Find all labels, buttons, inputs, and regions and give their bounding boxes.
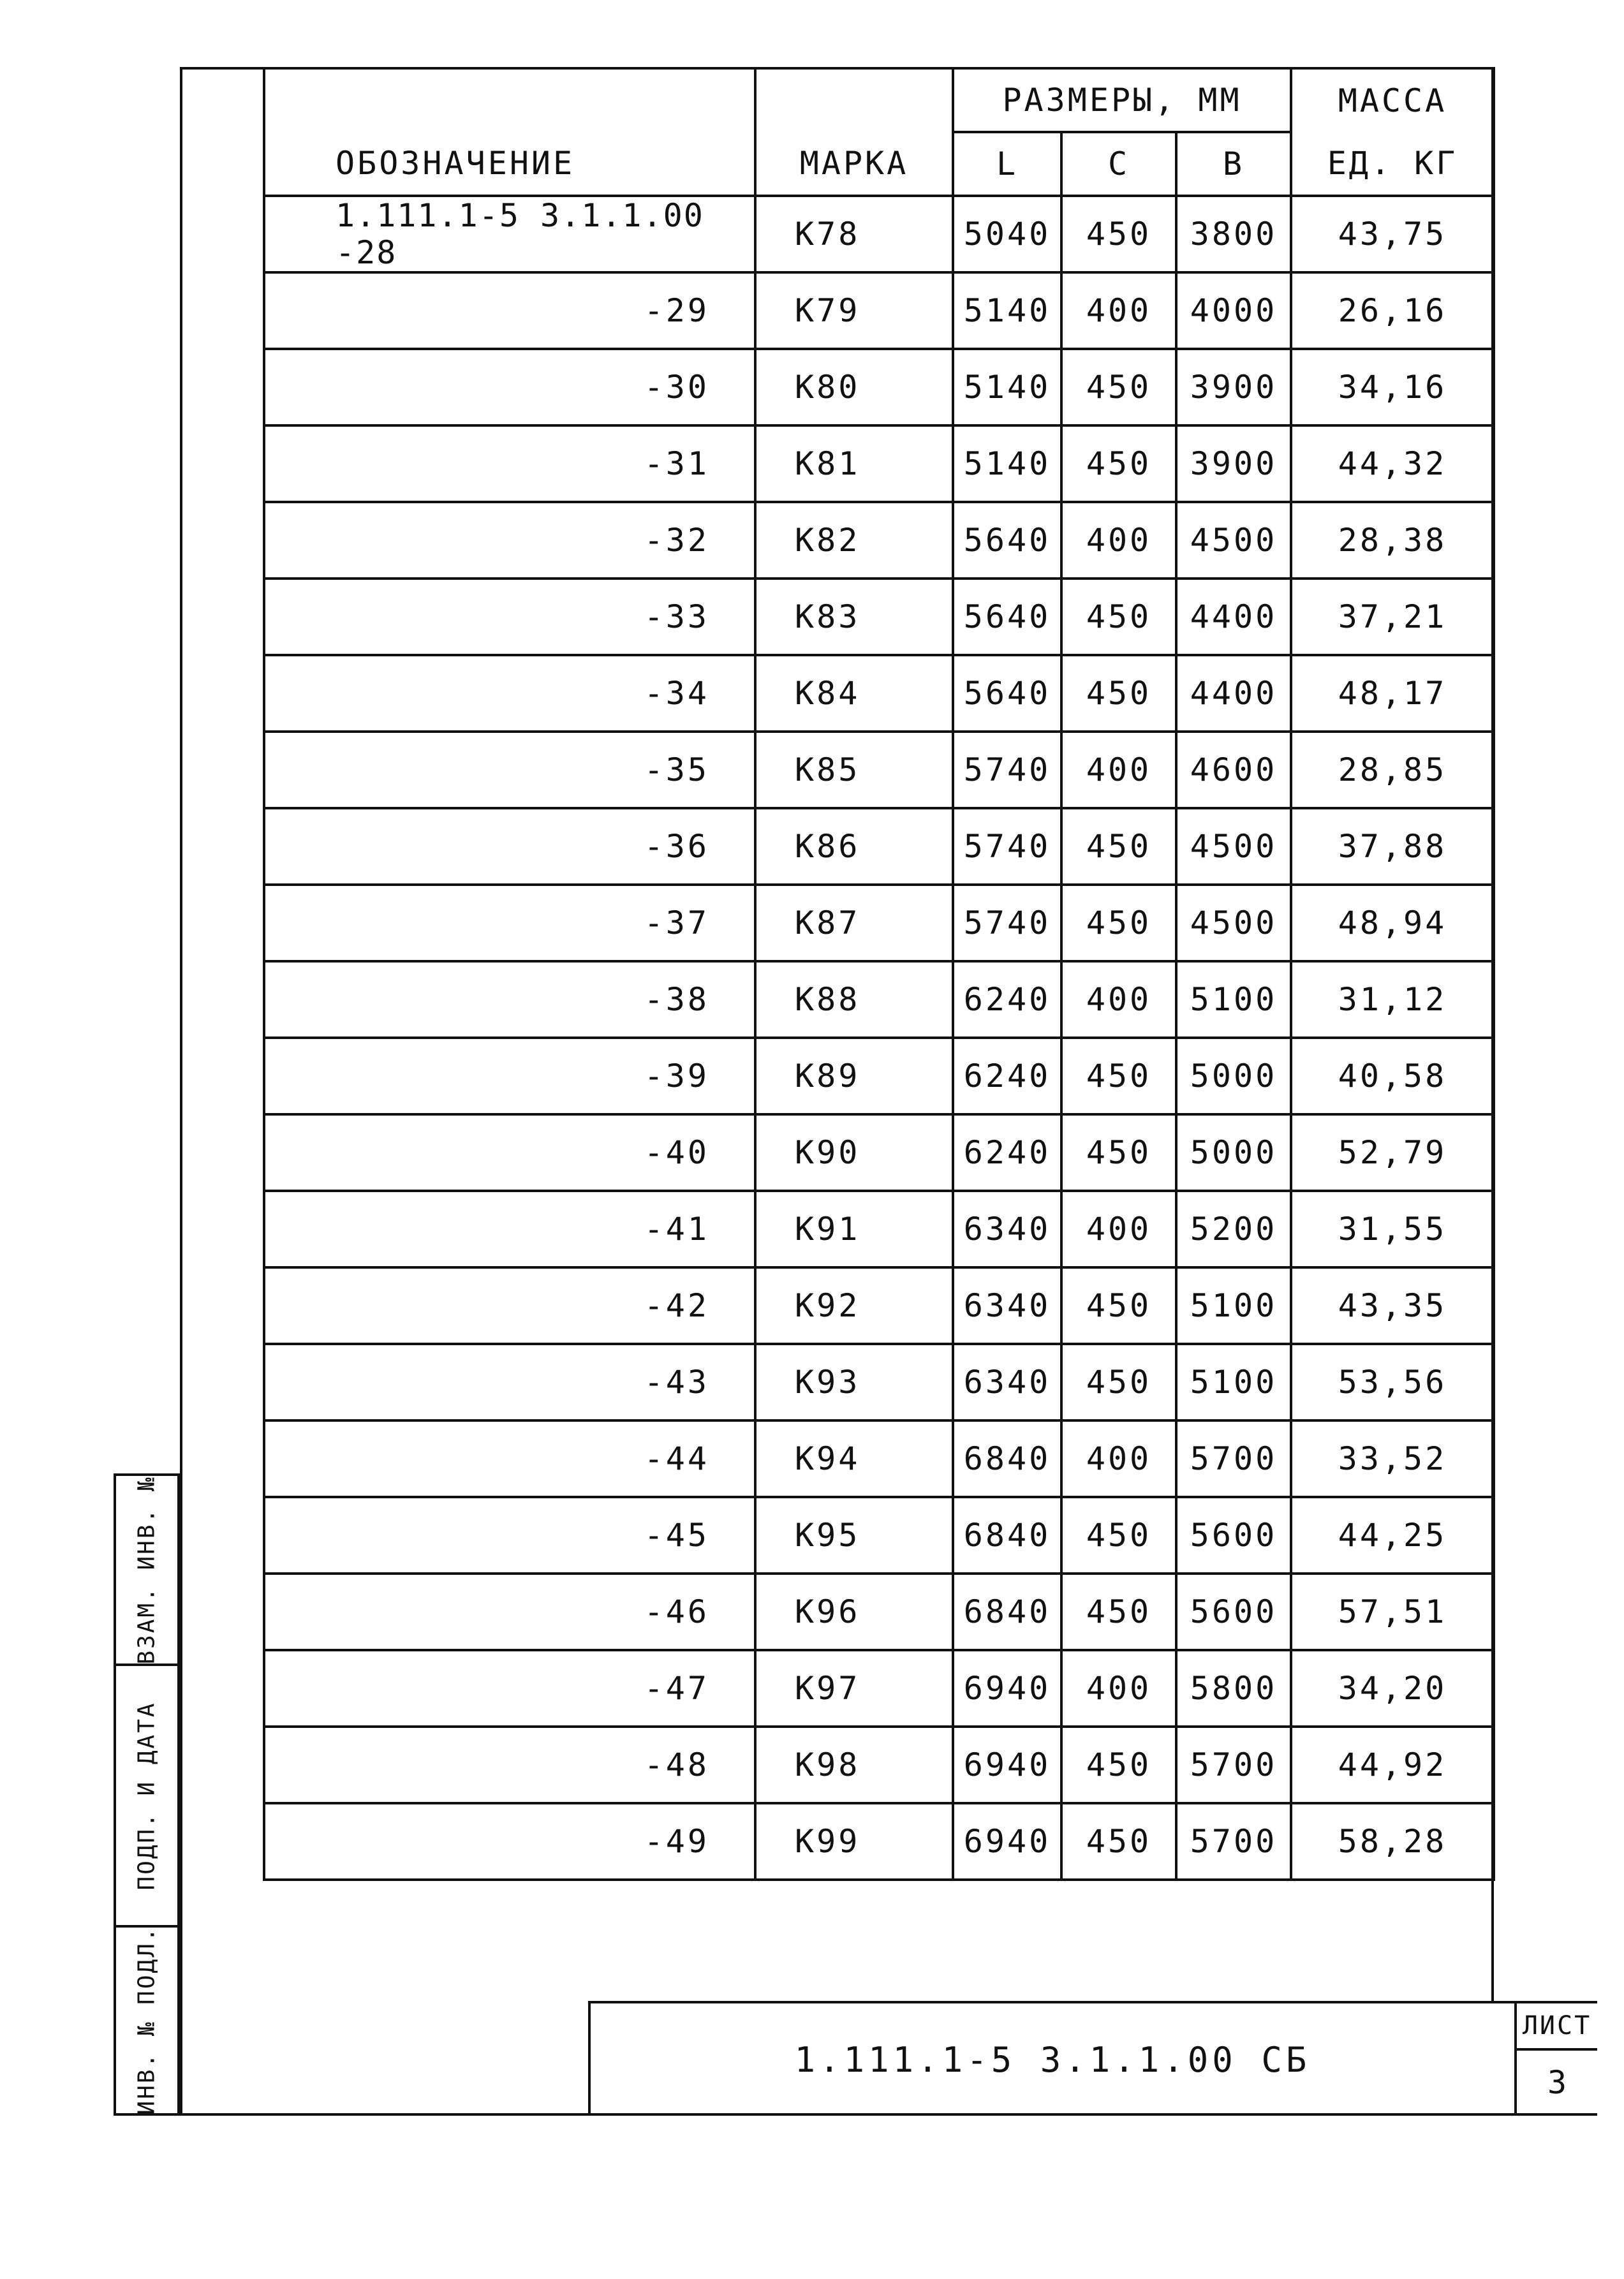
cell-designation: -44 (264, 1420, 755, 1497)
cell-l: 6240 (953, 1038, 1061, 1114)
cell-designation: -42 (264, 1267, 755, 1344)
cell-c: 450 (1061, 1803, 1176, 1880)
cell-mass: 37,88 (1291, 808, 1494, 885)
cell-designation: -46 (264, 1574, 755, 1650)
cell-b: 4500 (1176, 808, 1291, 885)
table-row (264, 1267, 1494, 1344)
cell-b: 5000 (1176, 1114, 1291, 1191)
cell-mark: К91 (755, 1191, 953, 1267)
cell-mass: 33,52 (1291, 1420, 1494, 1497)
table-row (264, 1574, 1494, 1650)
cell-b: 5700 (1176, 1727, 1291, 1803)
cell-l: 6840 (953, 1574, 1061, 1650)
cell-designation: -37 (264, 885, 755, 961)
cell-mass: 26,16 (1291, 272, 1494, 349)
cell-mark: К89 (755, 1038, 953, 1114)
cell-l: 6940 (953, 1650, 1061, 1727)
table-row (264, 1114, 1494, 1191)
cell-b: 4500 (1176, 885, 1291, 961)
cell-designation: -39 (264, 1038, 755, 1114)
cell-l: 5640 (953, 502, 1061, 579)
cell-mark: К92 (755, 1267, 953, 1344)
table-body (264, 196, 1494, 1880)
sheet-box (1514, 2001, 1597, 2116)
cell-l: 5740 (953, 732, 1061, 808)
cell-l: 6240 (953, 1114, 1061, 1191)
cell-mark: К84 (755, 655, 953, 732)
cell-l: 5740 (953, 885, 1061, 961)
cell-designation: -41 (264, 1191, 755, 1267)
cell-designation: -34 (264, 655, 755, 732)
cell-c: 450 (1061, 196, 1176, 272)
table-row (264, 349, 1494, 425)
cell-mark: К86 (755, 808, 953, 885)
cell-l: 6340 (953, 1191, 1061, 1267)
table-row (264, 196, 1494, 272)
cell-designation: -36 (264, 808, 755, 885)
cell-c: 450 (1061, 1114, 1176, 1191)
cell-b: 5100 (1176, 1344, 1291, 1420)
cell-b: 5600 (1176, 1497, 1291, 1574)
cell-b: 5600 (1176, 1574, 1291, 1650)
cell-mark: К95 (755, 1497, 953, 1574)
side-stamp-sign-date-label: ПОДП. И ДАТА (133, 1700, 160, 1891)
cell-mass: 37,21 (1291, 579, 1494, 655)
cell-designation: -49 (264, 1803, 755, 1880)
cell-mark: К81 (755, 425, 953, 502)
cell-b: 4600 (1176, 732, 1291, 808)
cell-l: 5640 (953, 579, 1061, 655)
cell-l: 6340 (953, 1344, 1061, 1420)
cell-mark: К96 (755, 1574, 953, 1650)
cell-b: 5700 (1176, 1420, 1291, 1497)
cell-c: 450 (1061, 579, 1176, 655)
cell-designation: -47 (264, 1650, 755, 1727)
side-stamp-sign-date (114, 1663, 180, 1928)
cell-b: 5100 (1176, 1267, 1291, 1344)
cell-designation: -48 (264, 1727, 755, 1803)
cell-mark: К85 (755, 732, 953, 808)
table-row (264, 1344, 1494, 1420)
header-col-b: B (1176, 132, 1291, 196)
cell-c: 450 (1061, 1727, 1176, 1803)
cell-designation: -32 (264, 502, 755, 579)
table-row (264, 885, 1494, 961)
cell-b: 4400 (1176, 655, 1291, 732)
cell-mark: К90 (755, 1114, 953, 1191)
cell-mark: К98 (755, 1727, 953, 1803)
cell-c: 450 (1061, 1497, 1176, 1574)
frame-left-border (180, 67, 182, 2116)
cell-b: 3900 (1176, 349, 1291, 425)
cell-l: 6940 (953, 1803, 1061, 1880)
cell-b: 3900 (1176, 425, 1291, 502)
cell-mass: 28,38 (1291, 502, 1494, 579)
table-row (264, 1650, 1494, 1727)
side-stamp-replace-inv (114, 1473, 180, 1666)
cell-mass: 57,51 (1291, 1574, 1494, 1650)
cell-mass: 53,56 (1291, 1344, 1494, 1420)
cell-c: 450 (1061, 349, 1176, 425)
cell-designation: -30 (264, 349, 755, 425)
header-designation: ОБОЗНАЧЕНИЕ (264, 68, 755, 196)
table-row (264, 732, 1494, 808)
cell-c: 450 (1061, 1038, 1176, 1114)
header-dimensions-group: РАЗМЕРЫ, ММ (953, 68, 1291, 132)
cell-b: 4000 (1176, 272, 1291, 349)
title-block (588, 2001, 1514, 2116)
cell-l: 6940 (953, 1727, 1061, 1803)
cell-mark: К80 (755, 349, 953, 425)
cell-mass: 44,32 (1291, 425, 1494, 502)
cell-mark: К79 (755, 272, 953, 349)
cell-c: 450 (1061, 655, 1176, 732)
cell-b: 5800 (1176, 1650, 1291, 1727)
cell-designation: -40 (264, 1114, 755, 1191)
cell-designation: -45 (264, 1497, 755, 1574)
cell-mark: К97 (755, 1650, 953, 1727)
side-stamp-inv-orig (114, 1925, 180, 2116)
cell-c: 400 (1061, 961, 1176, 1038)
cell-c: 450 (1061, 808, 1176, 885)
cell-mass: 48,94 (1291, 885, 1494, 961)
header-col-c: C (1061, 132, 1176, 196)
cell-mass: 34,20 (1291, 1650, 1494, 1727)
cell-mark: К82 (755, 502, 953, 579)
cell-b: 5200 (1176, 1191, 1291, 1267)
table-row (264, 1191, 1494, 1267)
cell-c: 450 (1061, 1344, 1176, 1420)
table-row (264, 272, 1494, 349)
header-mass-line2: ЕД. КГ (1291, 132, 1494, 196)
side-stamp-inv-orig-label: ИНВ. № ПОДЛ. (133, 1926, 160, 2115)
cell-l: 5140 (953, 425, 1061, 502)
header-col-l: L (953, 132, 1061, 196)
table-row (264, 808, 1494, 885)
cell-mass: 44,92 (1291, 1727, 1494, 1803)
cell-designation: -33 (264, 579, 755, 655)
cell-c: 400 (1061, 1191, 1176, 1267)
cell-mass: 58,28 (1291, 1803, 1494, 1880)
cell-c: 400 (1061, 502, 1176, 579)
cell-c: 400 (1061, 272, 1176, 349)
cell-c: 400 (1061, 1420, 1176, 1497)
cell-c: 400 (1061, 732, 1176, 808)
cell-l: 5740 (953, 808, 1061, 885)
table-row (264, 655, 1494, 732)
side-stamp-replace-inv-label: ВЗАМ. ИНВ. № (133, 1475, 160, 1665)
cell-mass: 48,17 (1291, 655, 1494, 732)
table-header (264, 68, 1494, 196)
sheet-label: ЛИСТ (1517, 2003, 1597, 2051)
cell-mark: К93 (755, 1344, 953, 1420)
document-code: 1.111.1-5 3.1.1.00 СБ (794, 2039, 1311, 2080)
table-row (264, 1727, 1494, 1803)
table-row (264, 961, 1494, 1038)
cell-l: 6840 (953, 1497, 1061, 1574)
cell-mark: К99 (755, 1803, 953, 1880)
cell-mark: К78 (755, 196, 953, 272)
table-row (264, 1038, 1494, 1114)
cell-l: 5140 (953, 272, 1061, 349)
header-mass-line1: МАССА (1291, 68, 1494, 132)
cell-mass: 44,25 (1291, 1497, 1494, 1574)
cell-b: 5700 (1176, 1803, 1291, 1880)
cell-mass: 28,85 (1291, 732, 1494, 808)
cell-mass: 52,79 (1291, 1114, 1494, 1191)
table-row (264, 502, 1494, 579)
cell-mark: К94 (755, 1420, 953, 1497)
cell-designation: 1.111.1-5 3.1.1.00 -28 (264, 196, 755, 272)
cell-c: 400 (1061, 1650, 1176, 1727)
table-row (264, 425, 1494, 502)
cell-l: 6840 (953, 1420, 1061, 1497)
cell-mark: К83 (755, 579, 953, 655)
cell-mass: 31,55 (1291, 1191, 1494, 1267)
cell-designation: -35 (264, 732, 755, 808)
sheet-number: 3 (1547, 2064, 1567, 2101)
cell-c: 450 (1061, 885, 1176, 961)
cell-designation: -43 (264, 1344, 755, 1420)
cell-mass: 43,35 (1291, 1267, 1494, 1344)
cell-b: 4400 (1176, 579, 1291, 655)
cell-designation: -38 (264, 961, 755, 1038)
cell-c: 450 (1061, 425, 1176, 502)
cell-b: 3800 (1176, 196, 1291, 272)
cell-l: 5640 (953, 655, 1061, 732)
cell-designation: -31 (264, 425, 755, 502)
cell-l: 6340 (953, 1267, 1061, 1344)
specification-table (263, 67, 1495, 1881)
table-row (264, 1420, 1494, 1497)
cell-designation: -29 (264, 272, 755, 349)
cell-mass: 40,58 (1291, 1038, 1494, 1114)
cell-mark: К88 (755, 961, 953, 1038)
cell-c: 450 (1061, 1267, 1176, 1344)
cell-mass: 34,16 (1291, 349, 1494, 425)
cell-mark: К87 (755, 885, 953, 961)
table-row (264, 1803, 1494, 1880)
cell-l: 6240 (953, 961, 1061, 1038)
cell-c: 450 (1061, 1574, 1176, 1650)
cell-mass: 31,12 (1291, 961, 1494, 1038)
cell-b: 5000 (1176, 1038, 1291, 1114)
cell-l: 5140 (953, 349, 1061, 425)
table-row (264, 579, 1494, 655)
table-row (264, 1497, 1494, 1574)
cell-mass: 43,75 (1291, 196, 1494, 272)
cell-b: 4500 (1176, 502, 1291, 579)
header-mark: МАРКА (755, 68, 953, 196)
cell-b: 5100 (1176, 961, 1291, 1038)
cell-l: 5040 (953, 196, 1061, 272)
